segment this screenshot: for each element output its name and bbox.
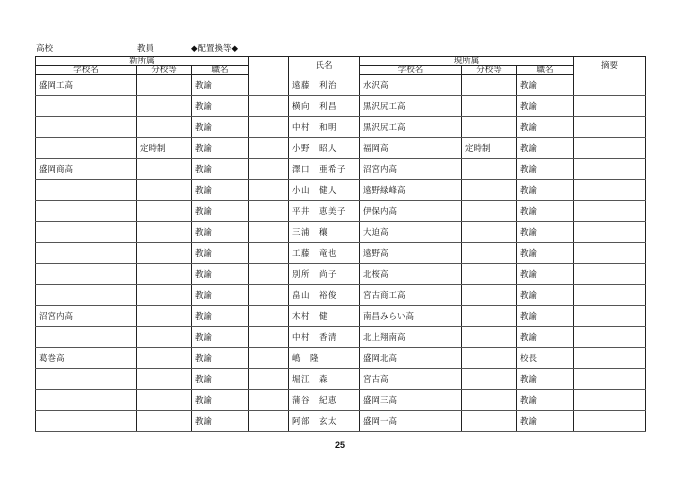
group-new-header: 新所属 xyxy=(36,57,249,66)
remarks-cell xyxy=(574,327,646,348)
current-position-cell: 教諭 xyxy=(517,138,574,159)
table-body xyxy=(36,75,646,432)
new-branch-cell xyxy=(137,96,192,117)
table-row xyxy=(36,138,646,159)
current-position-cell: 教諭 xyxy=(517,75,574,96)
new-school-cell: 沼宮内高 xyxy=(36,306,137,327)
spacer-cell xyxy=(249,117,289,138)
spacer-cell xyxy=(249,327,289,348)
current-school-cell: 北上翔南高 xyxy=(360,327,462,348)
current-position-cell: 教諭 xyxy=(517,180,574,201)
current-branch-cell xyxy=(462,117,517,138)
new-position-cell: 教諭 xyxy=(192,75,249,96)
spacer-cell xyxy=(249,180,289,201)
current-branch-cell xyxy=(462,75,517,96)
new-school-cell xyxy=(36,117,137,138)
new-school-cell: 盛岡商高 xyxy=(36,159,137,180)
remarks-cell xyxy=(574,75,646,96)
current-branch-cell xyxy=(462,96,517,117)
new-school-cell xyxy=(36,390,137,411)
table-row xyxy=(36,222,646,243)
table-row xyxy=(36,96,646,117)
new-branch-cell xyxy=(137,222,192,243)
remarks-cell xyxy=(574,264,646,285)
current-branch-cell xyxy=(462,243,517,264)
current-position-cell: 教諭 xyxy=(517,306,574,327)
new-position-header: 職名 xyxy=(192,66,249,75)
current-school-cell: 盛岡一高 xyxy=(360,411,462,432)
new-position-cell: 教諭 xyxy=(192,138,249,159)
name-cell: 堀江 森 xyxy=(289,369,360,390)
current-branch-cell xyxy=(462,180,517,201)
spacer-cell xyxy=(249,369,289,390)
current-school-cell: 宮古高 xyxy=(360,369,462,390)
current-school-header: 学校名 xyxy=(360,66,462,75)
spacer-cell xyxy=(249,138,289,159)
current-school-cell: 福岡高 xyxy=(360,138,462,159)
name-cell: 阿部 玄太 xyxy=(289,411,360,432)
spacer-cell xyxy=(249,201,289,222)
current-position-header: 職名 xyxy=(517,66,574,75)
current-branch-cell xyxy=(462,327,517,348)
transfer-table xyxy=(35,56,646,432)
name-cell: 小野 昭人 xyxy=(289,138,360,159)
category-label: 高校 xyxy=(36,44,54,54)
new-school-cell xyxy=(36,369,137,390)
new-position-cell: 教諭 xyxy=(192,159,249,180)
new-school-cell xyxy=(36,411,137,432)
new-school-cell xyxy=(36,201,137,222)
new-school-cell xyxy=(36,180,137,201)
spacer-cell xyxy=(249,264,289,285)
table-row xyxy=(36,390,646,411)
new-position-cell: 教諭 xyxy=(192,243,249,264)
table-row xyxy=(36,327,646,348)
current-branch-cell xyxy=(462,348,517,369)
table-row xyxy=(36,201,646,222)
spacer-column xyxy=(249,57,289,75)
current-school-cell: 盛岡三高 xyxy=(360,390,462,411)
current-branch-cell xyxy=(462,222,517,243)
new-school-cell xyxy=(36,243,137,264)
remarks-cell xyxy=(574,285,646,306)
spacer-cell xyxy=(249,348,289,369)
current-position-cell: 教諭 xyxy=(517,117,574,138)
name-cell: 蒲谷 紀恵 xyxy=(289,390,360,411)
name-header: 氏名 xyxy=(289,57,360,75)
new-position-cell: 教諭 xyxy=(192,96,249,117)
name-cell: 横向 利昌 xyxy=(289,96,360,117)
table-row xyxy=(36,411,646,432)
group-current-header: 現所属 xyxy=(360,57,574,66)
remarks-header: 摘要 xyxy=(574,57,646,75)
staff-type-label: 教員 xyxy=(137,44,155,54)
new-position-cell: 教諭 xyxy=(192,264,249,285)
page-number: 25 xyxy=(334,440,345,450)
new-branch-cell xyxy=(137,117,192,138)
current-branch-header: 分校等 xyxy=(462,66,517,75)
table-row xyxy=(36,348,646,369)
remarks-cell xyxy=(574,180,646,201)
table-row xyxy=(36,75,646,96)
remarks-cell xyxy=(574,306,646,327)
current-position-cell: 教諭 xyxy=(517,222,574,243)
name-cell: 工藤 竜也 xyxy=(289,243,360,264)
current-position-cell: 教諭 xyxy=(517,264,574,285)
current-school-cell: 南昌みらい高 xyxy=(360,306,462,327)
new-branch-cell xyxy=(137,180,192,201)
spacer-cell xyxy=(249,411,289,432)
new-position-cell: 教諭 xyxy=(192,201,249,222)
table-header xyxy=(36,57,646,75)
table-row xyxy=(36,264,646,285)
remarks-cell xyxy=(574,222,646,243)
table-row xyxy=(36,117,646,138)
current-position-cell: 教諭 xyxy=(517,369,574,390)
new-position-cell: 教諭 xyxy=(192,390,249,411)
name-cell: 木村 健 xyxy=(289,306,360,327)
table-row xyxy=(36,180,646,201)
remarks-cell xyxy=(574,201,646,222)
spacer-cell xyxy=(249,390,289,411)
new-position-cell: 教諭 xyxy=(192,306,249,327)
new-branch-cell: 定時制 xyxy=(137,138,192,159)
spacer-cell xyxy=(249,285,289,306)
new-branch-cell xyxy=(137,390,192,411)
spacer-cell xyxy=(249,159,289,180)
current-school-cell: 沼宮内高 xyxy=(360,159,462,180)
new-branch-cell xyxy=(137,327,192,348)
remarks-cell xyxy=(574,138,646,159)
new-position-cell: 教諭 xyxy=(192,411,249,432)
current-branch-cell xyxy=(462,390,517,411)
new-school-cell xyxy=(36,327,137,348)
current-branch-cell xyxy=(462,264,517,285)
remarks-cell xyxy=(574,243,646,264)
current-school-cell: 盛岡北高 xyxy=(360,348,462,369)
new-branch-cell xyxy=(137,201,192,222)
new-position-cell: 教諭 xyxy=(192,180,249,201)
current-branch-cell xyxy=(462,201,517,222)
remarks-cell xyxy=(574,369,646,390)
current-school-cell: 遠野高 xyxy=(360,243,462,264)
new-position-cell: 教諭 xyxy=(192,117,249,138)
table-row xyxy=(36,243,646,264)
current-school-cell: 北桜高 xyxy=(360,264,462,285)
current-position-cell: 教諭 xyxy=(517,411,574,432)
remarks-cell xyxy=(574,117,646,138)
current-position-cell: 教諭 xyxy=(517,159,574,180)
new-position-cell: 教諭 xyxy=(192,222,249,243)
current-school-cell: 黒沢尻工高 xyxy=(360,96,462,117)
name-cell: 中村 香清 xyxy=(289,327,360,348)
current-school-cell: 大迫高 xyxy=(360,222,462,243)
spacer-cell xyxy=(249,96,289,117)
table-row xyxy=(36,285,646,306)
name-cell: 平井 恵美子 xyxy=(289,201,360,222)
current-position-cell: 教諭 xyxy=(517,243,574,264)
new-position-cell: 教諭 xyxy=(192,285,249,306)
new-school-cell: 盛岡工高 xyxy=(36,75,137,96)
name-cell: 澤口 亜希子 xyxy=(289,159,360,180)
spacer-cell xyxy=(249,222,289,243)
new-branch-cell xyxy=(137,306,192,327)
remarks-cell xyxy=(574,348,646,369)
name-cell: 遠藤 利治 xyxy=(289,75,360,96)
current-position-cell: 教諭 xyxy=(517,201,574,222)
current-branch-cell xyxy=(462,285,517,306)
new-branch-cell xyxy=(137,264,192,285)
current-branch-cell: 定時制 xyxy=(462,138,517,159)
table-row xyxy=(36,369,646,390)
new-school-cell xyxy=(36,96,137,117)
current-branch-cell xyxy=(462,369,517,390)
current-position-cell: 校長 xyxy=(517,348,574,369)
new-school-cell xyxy=(36,264,137,285)
new-school-header: 学校名 xyxy=(36,66,137,75)
table-row xyxy=(36,159,646,180)
new-branch-cell xyxy=(137,285,192,306)
current-school-cell: 宮古商工高 xyxy=(360,285,462,306)
current-school-cell: 遠野緑峰高 xyxy=(360,180,462,201)
spacer-cell xyxy=(249,243,289,264)
remarks-cell xyxy=(574,411,646,432)
new-branch-cell xyxy=(137,159,192,180)
current-position-cell: 教諭 xyxy=(517,285,574,306)
new-branch-cell xyxy=(137,75,192,96)
current-school-cell: 伊保内高 xyxy=(360,201,462,222)
current-position-cell: 教諭 xyxy=(517,390,574,411)
current-school-cell: 水沢高 xyxy=(360,75,462,96)
current-position-cell: 教諭 xyxy=(517,96,574,117)
remarks-cell xyxy=(574,159,646,180)
new-position-cell: 教諭 xyxy=(192,369,249,390)
new-school-cell xyxy=(36,285,137,306)
current-branch-cell xyxy=(462,159,517,180)
new-branch-cell xyxy=(137,411,192,432)
new-school-cell: 葛巻高 xyxy=(36,348,137,369)
current-branch-cell xyxy=(462,306,517,327)
remarks-cell xyxy=(574,96,646,117)
new-school-cell xyxy=(36,138,137,159)
name-cell: 中村 和明 xyxy=(289,117,360,138)
new-school-cell xyxy=(36,222,137,243)
new-branch-cell xyxy=(137,348,192,369)
new-branch-cell xyxy=(137,243,192,264)
table-row xyxy=(36,306,646,327)
name-cell: 別所 尚子 xyxy=(289,264,360,285)
section-title: ◆配置換等◆ xyxy=(191,44,239,54)
new-position-cell: 教諭 xyxy=(192,348,249,369)
new-position-cell: 教諭 xyxy=(192,327,249,348)
new-branch-header: 分校等 xyxy=(137,66,192,75)
new-branch-cell xyxy=(137,369,192,390)
name-cell: 小山 健人 xyxy=(289,180,360,201)
spacer-cell xyxy=(249,306,289,327)
current-school-cell: 黒沢尻工高 xyxy=(360,117,462,138)
name-cell: 嶋 隆 xyxy=(289,348,360,369)
name-cell: 三浦 穰 xyxy=(289,222,360,243)
name-cell: 畠山 裕俊 xyxy=(289,285,360,306)
remarks-cell xyxy=(574,390,646,411)
current-position-cell: 教諭 xyxy=(517,327,574,348)
current-branch-cell xyxy=(462,411,517,432)
spacer-cell xyxy=(249,75,289,96)
